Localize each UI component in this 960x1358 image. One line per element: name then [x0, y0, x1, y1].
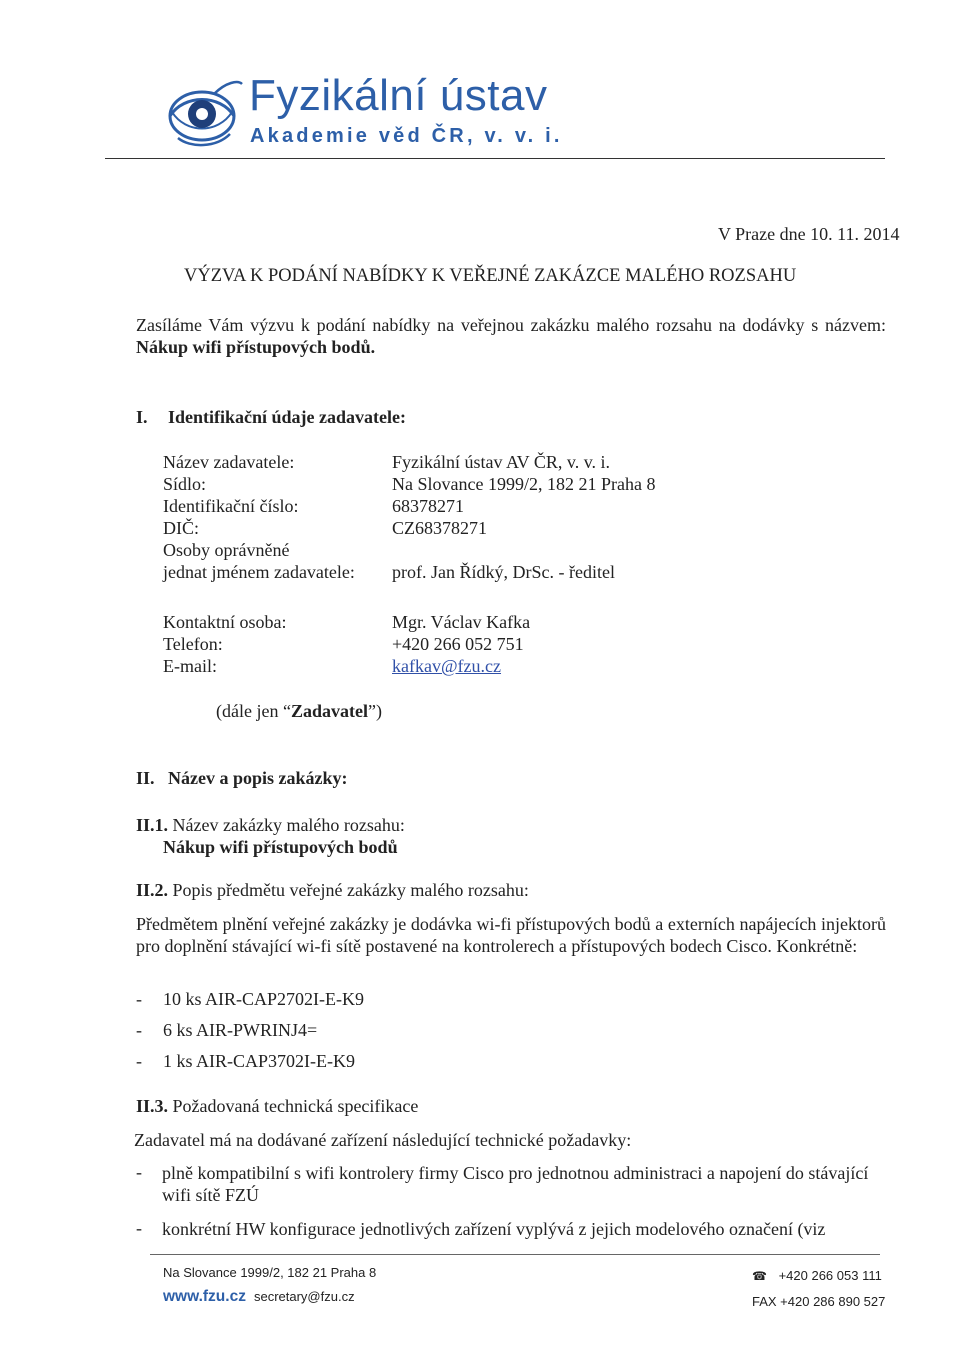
requirement-item: plně kompatibilní s wifi kontrolery firmy Cisco pro jednotnou administraci a napojení do stávající wifi sítě FZÚ	[162, 1163, 869, 1205]
list-item: 1 ks AIR-CAP3702I-E-K9	[163, 1051, 355, 1071]
list-dash: -	[136, 1162, 142, 1182]
list-item: 10 ks AIR-CAP2702I-E-K9	[163, 989, 364, 1009]
note-bold: Zadavatel	[290, 701, 368, 721]
subsection-2-3-number: II.3.	[136, 1096, 169, 1116]
subsection-2-3-heading	[136, 1096, 418, 1117]
section-2-title: Název a popis zakázky:	[168, 768, 348, 788]
value-id: 68378271	[392, 496, 464, 516]
subsection-2-1-heading	[136, 815, 405, 836]
section-1-number: I.	[136, 407, 148, 427]
label-seat: Sídlo:	[163, 474, 207, 494]
subsection-2-1-number: II.1.	[136, 815, 169, 835]
footer-fax: FAX +420 286 890 527	[752, 1294, 886, 1309]
contract-name: Nákup wifi přístupových bodů	[163, 837, 398, 857]
footer-divider	[150, 1254, 880, 1255]
requirements-intro: Zadavatel má na dodávané zařízení následující technické požadavky:	[134, 1130, 632, 1150]
list-dash: -	[136, 989, 142, 1009]
footer-email-link[interactable]: secretary@fzu.cz	[253, 1289, 355, 1304]
subsection-2-2-heading	[136, 880, 529, 901]
intro-text: Zasíláme Vám výzvu k podání nabídky na veřejnou zakázku malého rozsahu na dodávky s názvem:	[136, 315, 886, 335]
label-phone: Telefon:	[163, 634, 223, 654]
list-dash: -	[136, 1218, 142, 1238]
label-authorized-2: jednat jménem zadavatele:	[163, 562, 355, 582]
value-contact: Mgr. Václav Kafka	[392, 612, 531, 632]
intro-paragraph	[136, 314, 886, 358]
label-authorized-1: Osoby oprávněné	[163, 540, 290, 560]
value-name: Fyzikální ústav AV ČR, v. v. i.	[392, 452, 611, 472]
subject-description: Předmětem plnění veřejné zakázky je dodávka wi-fi přístupových bodů a externích napájecích injektorů pro doplnění stávající wi-fi sítě postavené na kontrolerech a přístupových bodech Cisco. Konkrétně:	[136, 914, 886, 956]
subsection-2-1-label: Název zakázky malého rozsahu:	[172, 815, 405, 835]
value-seat: Na Slovance 1999/2, 182 21 Praha 8	[392, 474, 656, 494]
logo-name: Fyzikální ústav	[249, 71, 548, 120]
label-id: Identifikační číslo:	[163, 496, 299, 516]
section-2-number: II.	[136, 768, 155, 788]
label-email: E-mail:	[163, 656, 217, 676]
phone-icon: ☎	[752, 1269, 767, 1283]
value-vat: CZ68378271	[392, 518, 488, 538]
label-contact: Kontaktní osoba:	[163, 612, 287, 632]
value-phone: +420 266 052 751	[392, 634, 524, 654]
label-vat: DIČ:	[163, 518, 199, 538]
footer-phone-number: +420 266 053 111	[778, 1268, 882, 1283]
note-prefix: (dále jen “	[216, 701, 291, 721]
requirement-item: konkrétní HW konfigurace jednotlivých zařízení vyplývá z jejich modelového označení (viz	[162, 1219, 826, 1239]
value-authorized: prof. Jan Řídký, DrSc. - ředitel	[392, 562, 615, 582]
intro-subject: Nákup wifi přístupových bodů.	[136, 337, 376, 357]
footer-contacts	[163, 1288, 355, 1306]
note-suffix: ”)	[367, 701, 382, 721]
subsection-2-3-label: Požadovaná technická specifikace	[172, 1096, 419, 1116]
zadavatel-note	[216, 701, 382, 722]
section-1-title: Identifikační údaje zadavatele:	[168, 407, 406, 427]
subsection-2-2-label: Popis předmětu veřejné zakázky malého rozsahu:	[172, 880, 529, 900]
label-name: Název zadavatele:	[163, 452, 295, 472]
subsection-2-2-number: II.2.	[136, 880, 169, 900]
header-divider	[105, 158, 885, 159]
list-item: 6 ks AIR-PWRINJ4=	[163, 1020, 318, 1040]
footer-phone	[752, 1268, 882, 1283]
document-title: VÝZVA K PODÁNÍ NABÍDKY K VEŘEJNÉ ZAKÁZCE MALÉHO ROZSAHU	[184, 266, 797, 286]
list-dash: -	[136, 1051, 142, 1071]
logo-emblem	[164, 72, 246, 154]
website-link[interactable]: www.fzu.cz	[163, 1288, 246, 1305]
footer-address: Na Slovance 1999/2, 182 21 Praha 8	[163, 1265, 377, 1280]
email-link[interactable]: kafkav@fzu.cz	[392, 656, 502, 676]
date-line: V Praze dne 10. 11. 2014	[718, 224, 900, 244]
list-dash: -	[136, 1020, 142, 1040]
logo-subtitle: Akademie věd ČR, v. v. i.	[250, 125, 563, 147]
